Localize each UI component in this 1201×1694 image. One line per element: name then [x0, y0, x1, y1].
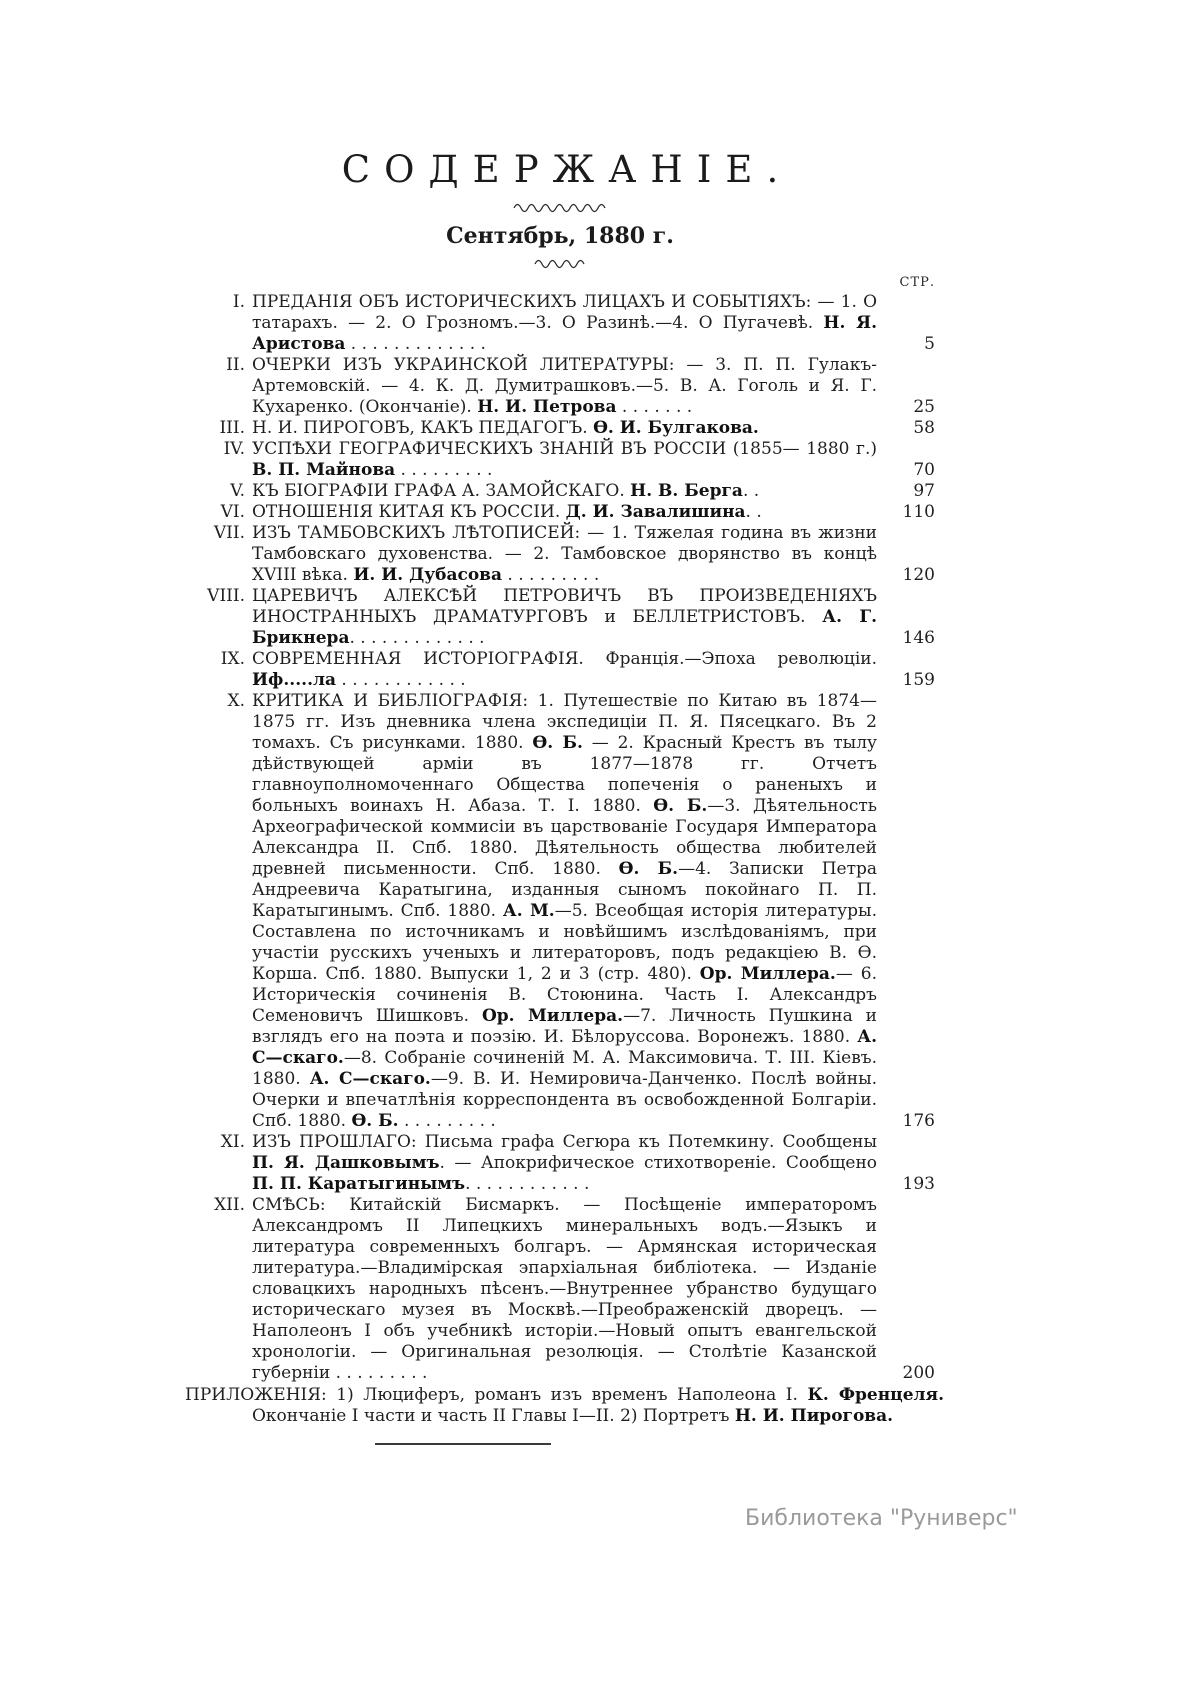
- entry-text-run: . . . . . . . . . . . .: [465, 1174, 590, 1194]
- toc-roman-numeral: X.: [227, 691, 245, 711]
- toc-entry-text: [252, 481, 877, 502]
- toc-page-number: 58: [913, 418, 935, 438]
- toc-roman-numeral: XII.: [214, 1195, 245, 1215]
- entry-text-run: — 2. Красный Крестъ въ тылу дѣйствующей арміи въ 1877—1878 гг. Отчетъ главноуполномоченнаго Общества попеченія о раненыхъ и больныхъ воинахъ Н. Абаза. Т. I. 1880.: [252, 733, 877, 816]
- entry-text-run: . . . . . . . . . . . .: [336, 670, 466, 690]
- toc-page-number: 25: [913, 397, 935, 417]
- toc-list: [185, 292, 935, 1384]
- author-name: Ѳ. Б.: [653, 796, 708, 816]
- entry-text-run: . . . . . . . . . . . . .: [349, 628, 485, 648]
- entry-text-run: . .: [742, 481, 760, 501]
- entry-text-run: . . . . . . . . . . . . .: [345, 334, 486, 354]
- entry-text-run: —4. Записки Петра Андреевича Каратыгина, изданныя сыномъ покойнаго П. П. Каратыгинымъ. Спб. 1880.: [252, 859, 878, 921]
- author-name: Ѳ. Б.: [351, 1111, 399, 1131]
- author-name: Ѳ. Б.: [618, 859, 679, 879]
- entry-text-run: УСПѢХИ ГЕОГРАФИЧЕСКИХЪ ЗНАНІЙ ВЪ РОССІИ (1855— 1880 г.): [252, 439, 877, 459]
- entry-text-run: ПРИЛОЖЕНІЯ: 1) Люциферъ, романъ изъ временъ Наполеона I.: [185, 1385, 808, 1405]
- library-watermark: Библиотека "Руниверс": [745, 1506, 1018, 1531]
- entry-text-run: . . . . . . . . .: [502, 565, 600, 585]
- entry-text-run: ИЗЪ ТАМБОВСКИХЪ ЛѢТОПИСЕЙ: — 1. Тяжелая година въ жизни Тамбовскаго духовенства. — 2. Тамбовское дворянство въ концѣ XVIII вѣка.: [252, 523, 877, 585]
- entry-text-run: —7. Личность Пушкина и взглядъ его на поэта и поэзію. И. Бѣлоруссова. Воронежъ. 1880.: [252, 1006, 877, 1047]
- toc-entry-text: [252, 355, 877, 418]
- toc-item: [185, 418, 935, 439]
- toc-content: [185, 148, 944, 1445]
- author-name: Н. И. Пирогова.: [734, 1406, 894, 1426]
- author-name: П. Я. Дашковымъ: [252, 1153, 440, 1173]
- toc-entry-text: [252, 439, 877, 481]
- toc-roman-numeral: II.: [226, 355, 245, 375]
- toc-roman-numeral: VII.: [213, 523, 245, 543]
- toc-roman-numeral: VI.: [220, 502, 245, 522]
- entry-text-run: —3. Дѣятельность Археографической коммисіи въ царствованіе Государя Императора Александра II. Спб. 1880. Дѣятельность общества любителей древней письменности. Спб. 1880.: [252, 796, 878, 879]
- toc-page-number: 176: [902, 1111, 935, 1131]
- author-name: Иф.....ла: [252, 670, 336, 690]
- toc-roman-numeral: III.: [219, 418, 245, 438]
- toc-item: [185, 355, 935, 418]
- toc-entry-text: [252, 523, 877, 586]
- ornament-squiggle-large: [185, 201, 935, 213]
- toc-page-number: 97: [913, 481, 935, 501]
- entry-text-run: . .: [745, 502, 762, 522]
- toc-roman-numeral: VIII.: [207, 586, 245, 606]
- author-name: П. П. Каратыгинымъ: [252, 1174, 466, 1194]
- toc-entry-text: [252, 292, 877, 355]
- toc-entry-text: [252, 649, 877, 691]
- entry-text-run: СОВРЕМЕННАЯ ИСТОРІОГРАФІЯ. Франція.—Эпоха революціи.: [252, 649, 877, 669]
- entry-text-run: КЪ БІОГРАФІИ ГРАФА А. ЗАМОЙСКАГО.: [252, 481, 631, 501]
- entry-text-run: — 6. Историческія сочиненія В. Стоюнина. Часть I. Александръ Семеновичъ Шишковъ.: [252, 964, 877, 1026]
- toc-item: [185, 481, 935, 502]
- toc-item: [185, 502, 935, 523]
- page-title: СОДЕРЖАНІЕ.: [341, 148, 793, 191]
- entry-text-run: ИЗЪ ПРОШЛАГО: Письма графа Сегюра къ Потемкину. Сообщены: [252, 1132, 877, 1152]
- entry-text-run: . . . . . . . . .: [398, 1111, 496, 1131]
- toc-item: [185, 649, 935, 691]
- entry-text-run: ЦАРЕВИЧЪ АЛЕКСѢЙ ПЕТРОВИЧЪ ВЪ ПРОИЗВЕДЕНІЯХЪ ИНОСТРАННЫХЪ ДРАМАТУРГОВЪ и БЕЛЛЕТРИСТОВЪ.: [252, 586, 877, 627]
- entry-text-run: ПРЕДАНІЯ ОБЪ ИСТОРИЧЕСКИХЪ ЛИЦАХЪ И СОБЫТІЯХЪ: — 1. О татарахъ. — 2. О Грозномъ.—3. О Разинѣ.—4. О Пугачевѣ.: [252, 292, 877, 333]
- entry-text-run: КРИТИКА И БИБЛІОГРАФІЯ: 1. Путешествіе по Китаю въ 1874—1875 гг. Изъ дневника члена экспедиціи П. Я. Пясецкаго. Въ 2 томахъ. Съ рисунками. 1880.: [252, 691, 877, 753]
- end-rule: [375, 1443, 551, 1445]
- ornament-squiggle-small: [185, 257, 935, 269]
- author-name: В. П. Майнова: [252, 460, 396, 480]
- toc-page-number: 200: [902, 1363, 935, 1383]
- toc-item: [185, 439, 935, 481]
- toc-entry-text: [252, 586, 877, 649]
- toc-item: [185, 1195, 935, 1384]
- entry-text-run: Н. И. ПИРОГОВЪ, КАКЪ ПЕДАГОГЪ.: [252, 418, 594, 438]
- entry-text-run: Окончаніе I части и часть II Главы I—II. 2) Портретъ: [252, 1406, 735, 1426]
- author-name: Ѳ. И. Булгакова.: [593, 418, 759, 438]
- author-name: Н. И. Петрова: [477, 397, 617, 417]
- toc-page-number: 193: [902, 1174, 935, 1194]
- toc-item: [185, 586, 935, 649]
- toc-entry-text: [252, 691, 877, 1132]
- toc-page-number: 5: [924, 334, 935, 354]
- entry-text-run: —9. В. И. Немировича-Данченко. Послѣ войны. Очерки и впечатлѣнія корреспондента въ освобожденной Болгаріи. Спб. 1880.: [252, 1069, 878, 1131]
- page-column-header: СТР.: [899, 275, 935, 290]
- toc-entry-text: [252, 418, 877, 439]
- author-name: Д. И. Завалишина: [565, 502, 746, 522]
- author-name: К. Френцеля.: [807, 1385, 944, 1405]
- entry-text-run: —8. Собраніе сочиненій М. А. Максимовича. Т. III. Кіевъ. 1880.: [252, 1048, 877, 1089]
- toc-page-number: 146: [902, 628, 935, 648]
- toc-roman-numeral: IX.: [220, 649, 245, 669]
- toc-page-number: 110: [902, 502, 935, 522]
- toc-item: [185, 691, 935, 1132]
- author-name: Ѳ. Б.: [532, 733, 583, 753]
- author-name: Н. Я. Аристова: [252, 313, 877, 354]
- entry-text-run: —5. Всеобщая исторія литературы. Составлена по источникамъ и новѣйшимъ изслѣдованіямъ, при участіи русскихъ ученыхъ и литераторовъ, подъ редакціею В. Ѳ. Корша. Спб. 1880. Выпуски 1, 2 и 3 (стр. 480).: [252, 901, 877, 984]
- entry-text-run: ОЧЕРКИ ИЗЪ УКРАИНСКОЙ ЛИТЕРАТУРЫ: — 3. П. П. Гулакъ-Артемовскій. — 4. К. Д. Думитрашковъ.—5. В. А. Гоголь и Я. Г. Кухаренко. (Окончаніе).: [252, 355, 877, 417]
- toc-page-number: 70: [913, 460, 935, 480]
- author-name: А. М.: [502, 901, 555, 921]
- toc-roman-numeral: I.: [232, 292, 245, 312]
- entry-text-run: СМѢСЬ: Китайскій Бисмаркъ. — Посѣщеніе императоромъ Александромъ II Липецкихъ минеральныхъ водъ.—Языкъ и литература современныхъ болгаръ. — Армянская историческая литература.—Владимірская эпархіальная библіотека. — Изданіе словацкихъ народныхъ пѣсенъ.—Внутреннее убранство будущаго историческаго музея въ Москвѣ.—Преображенскій дворецъ. — Наполеонъ I объ учебникѣ исторіи.—Новый опытъ евангельской хронологіи. — Оригинальная резолюція. — Столѣтіе Казанской губерніи . . . . . . . . .: [252, 1195, 877, 1383]
- author-name: Ор. Миллера.: [699, 964, 836, 984]
- author-name: Н. В. Берга: [630, 481, 743, 501]
- toc-entry-text: [252, 502, 877, 523]
- toc-roman-numeral: V.: [230, 481, 245, 501]
- toc-roman-numeral: XI.: [220, 1132, 245, 1152]
- issue-subtitle: Сентябрь, 1880 г.: [446, 223, 674, 249]
- entry-text-run: . — Апокрифическое стихотвореніе. Сообщено: [439, 1153, 878, 1173]
- entry-text-run: . . . . . . . . .: [395, 460, 493, 480]
- entry-text-run: . . . . . . .: [616, 397, 693, 417]
- author-name: А. С—скаго.: [309, 1069, 431, 1089]
- toc-page-number: 120: [902, 565, 935, 585]
- author-name: А. С—скаго.: [252, 1027, 877, 1068]
- toc-roman-numeral: IV.: [223, 439, 245, 459]
- toc-item: [185, 523, 935, 586]
- toc-item: [185, 1132, 935, 1195]
- author-name: И. И. Дубасова: [353, 565, 502, 585]
- author-name: Ор. Миллера.: [481, 1006, 624, 1026]
- entry-text-run: ОТНОШЕНІЯ КИТАЯ КЪ РОССІИ.: [252, 502, 566, 522]
- toc-entry-text: [252, 1132, 877, 1195]
- toc-page-number: 159: [902, 670, 935, 690]
- author-name: А. Г. Брикнера: [252, 607, 877, 648]
- toc-item: [185, 292, 935, 355]
- appendix-entry: [185, 1385, 944, 1427]
- toc-entry-text: [252, 1195, 877, 1384]
- appendix-text: [185, 1385, 944, 1426]
